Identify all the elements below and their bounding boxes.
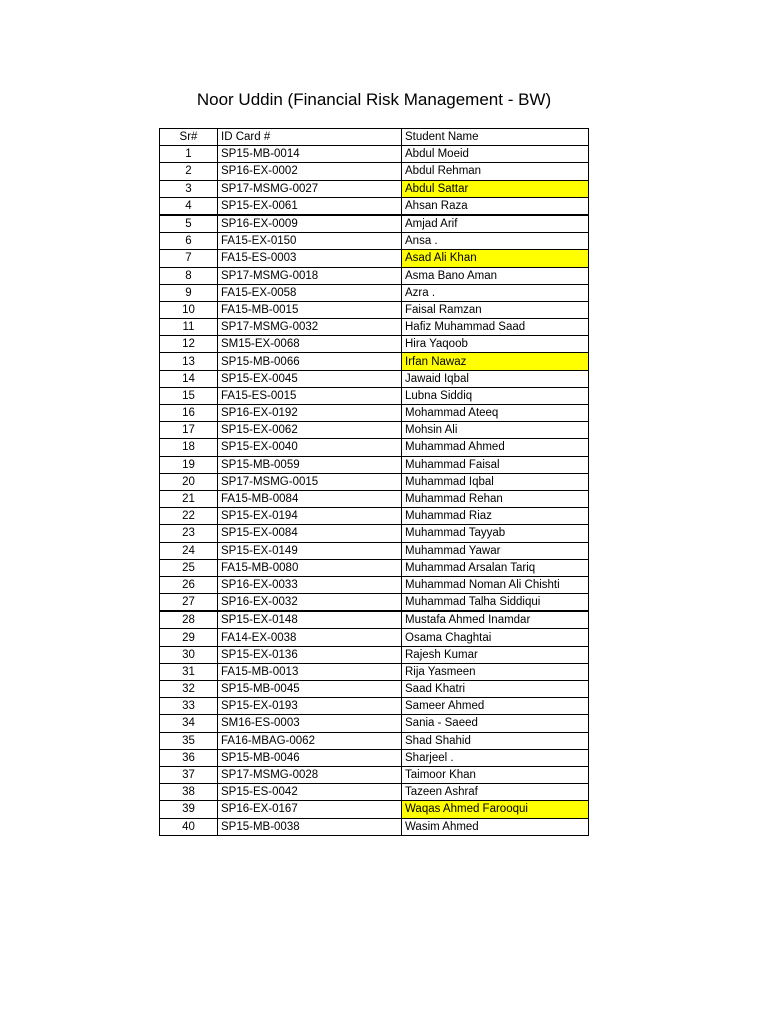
cell-student-name: Azra . [402,284,589,301]
cell-student-name: Muhammad Talha Siddiqui [402,594,589,612]
cell-sr: 20 [160,473,218,490]
cell-student-name: Asma Bano Aman [402,267,589,284]
cell-student-name: Muhammad Yawar [402,542,589,559]
table-row [160,370,589,387]
table-row [160,197,589,215]
cell-id-card: SP15-MB-0066 [218,353,402,370]
cell-id-card: SP15-EX-0040 [218,439,402,456]
student-table [159,128,589,836]
cell-sr: 26 [160,576,218,593]
cell-sr: 32 [160,681,218,698]
cell-student-name: Rija Yasmeen [402,663,589,680]
cell-sr: 33 [160,698,218,715]
table-row [160,611,589,629]
table-row [160,267,589,284]
cell-id-card: SP16-EX-0167 [218,801,402,818]
table-body [160,146,589,836]
cell-sr: 4 [160,197,218,215]
cell-sr: 15 [160,387,218,404]
cell-id-card: SP15-MB-0038 [218,818,402,835]
cell-sr: 8 [160,267,218,284]
cell-sr: 23 [160,525,218,542]
cell-sr: 24 [160,542,218,559]
cell-student-name: Ansa . [402,233,589,250]
cell-sr: 16 [160,405,218,422]
cell-student-name: Sharjeel . [402,749,589,766]
column-header-id-card: ID Card # [218,129,402,146]
table-row [160,163,589,180]
cell-student-name: Mohsin Ali [402,422,589,439]
cell-sr: 2 [160,163,218,180]
cell-student-name: Muhammad Iqbal [402,473,589,490]
cell-student-name: Muhammad Riaz [402,508,589,525]
cell-sr: 14 [160,370,218,387]
table-row [160,715,589,732]
table-row [160,439,589,456]
cell-student-name: Muhammad Ahmed [402,439,589,456]
cell-id-card: FA15-MB-0015 [218,301,402,318]
cell-sr: 38 [160,784,218,801]
cell-sr: 31 [160,663,218,680]
cell-sr: 29 [160,629,218,646]
cell-id-card: FA15-MB-0084 [218,490,402,507]
cell-sr: 17 [160,422,218,439]
cell-sr: 7 [160,250,218,267]
cell-sr: 35 [160,732,218,749]
cell-id-card: FA15-MB-0080 [218,559,402,576]
cell-sr: 30 [160,646,218,663]
table-row [160,284,589,301]
cell-student-name: Saad Khatri [402,681,589,698]
table-row [160,525,589,542]
cell-student-name: Tazeen Ashraf [402,784,589,801]
table-row [160,749,589,766]
table-row [160,353,589,370]
table-row [160,301,589,318]
cell-id-card: SP16-EX-0033 [218,576,402,593]
cell-sr: 28 [160,611,218,629]
cell-sr: 5 [160,215,218,233]
cell-sr: 27 [160,594,218,612]
table-header-row [160,129,589,146]
cell-student-name: Irfan Nawaz [402,353,589,370]
cell-id-card: SP15-EX-0062 [218,422,402,439]
table-row [160,250,589,267]
cell-sr: 39 [160,801,218,818]
cell-id-card: SM15-EX-0068 [218,336,402,353]
cell-student-name: Hafiz Muhammad Saad [402,319,589,336]
table-row [160,698,589,715]
table-row [160,473,589,490]
cell-student-name: Mohammad Ateeq [402,405,589,422]
cell-student-name: Sameer Ahmed [402,698,589,715]
cell-sr: 6 [160,233,218,250]
cell-student-name: Ahsan Raza [402,197,589,215]
cell-sr: 36 [160,749,218,766]
cell-id-card: SP16-EX-0032 [218,594,402,612]
table-row [160,319,589,336]
table-row [160,336,589,353]
column-header-sr: Sr# [160,129,218,146]
cell-sr: 19 [160,456,218,473]
table-row [160,215,589,233]
cell-student-name: Faisal Ramzan [402,301,589,318]
cell-id-card: FA15-MB-0013 [218,663,402,680]
cell-student-name: Sania - Saeed [402,715,589,732]
cell-id-card: SP17-MSMG-0015 [218,473,402,490]
table-row [160,180,589,197]
cell-student-name: Mustafa Ahmed Inamdar [402,611,589,629]
table-row [160,681,589,698]
cell-student-name: Waqas Ahmed Farooqui [402,801,589,818]
page-title: Noor Uddin (Financial Risk Management - BW) [196,90,552,109]
cell-student-name: Muhammad Faisal [402,456,589,473]
cell-student-name: Muhammad Noman Ali Chishti [402,576,589,593]
cell-student-name: Lubna Siddiq [402,387,589,404]
cell-id-card: SP15-MB-0014 [218,146,402,163]
table-row [160,732,589,749]
cell-sr: 34 [160,715,218,732]
cell-student-name: Abdul Rehman [402,163,589,180]
cell-student-name: Jawaid Iqbal [402,370,589,387]
cell-student-name: Wasim Ahmed [402,818,589,835]
cell-student-name: Amjad Arif [402,215,589,233]
cell-sr: 18 [160,439,218,456]
cell-student-name: Rajesh Kumar [402,646,589,663]
table-row [160,801,589,818]
cell-sr: 40 [160,818,218,835]
cell-id-card: SP15-EX-0149 [218,542,402,559]
table-row [160,508,589,525]
cell-student-name: Osama Chaghtai [402,629,589,646]
cell-id-card: SP15-EX-0084 [218,525,402,542]
cell-student-name: Abdul Sattar [402,180,589,197]
table-row [160,422,589,439]
table-row [160,559,589,576]
cell-id-card: SP16-EX-0009 [218,215,402,233]
cell-id-card: SP15-ES-0042 [218,784,402,801]
cell-id-card: SP15-EX-0061 [218,197,402,215]
cell-student-name: Hira Yaqoob [402,336,589,353]
cell-id-card: FA15-ES-0003 [218,250,402,267]
cell-student-name: Muhammad Rehan [402,490,589,507]
cell-sr: 10 [160,301,218,318]
table-row [160,542,589,559]
table-row [160,490,589,507]
cell-student-name: Muhammad Arsalan Tariq [402,559,589,576]
cell-id-card: FA14-EX-0038 [218,629,402,646]
cell-id-card: FA15-ES-0015 [218,387,402,404]
cell-id-card: SP17-MSMG-0028 [218,766,402,783]
cell-student-name: Asad Ali Khan [402,250,589,267]
table-row [160,629,589,646]
cell-sr: 37 [160,766,218,783]
table-row [160,663,589,680]
cell-student-name: Muhammad Tayyab [402,525,589,542]
cell-id-card: SP15-MB-0059 [218,456,402,473]
table-row [160,233,589,250]
cell-id-card: SP16-EX-0192 [218,405,402,422]
table-row [160,456,589,473]
table-row [160,594,589,612]
cell-sr: 9 [160,284,218,301]
table-row [160,387,589,404]
cell-id-card: SP15-EX-0148 [218,611,402,629]
table-row [160,146,589,163]
cell-id-card: FA15-EX-0058 [218,284,402,301]
cell-student-name: Shad Shahid [402,732,589,749]
cell-id-card: SP17-MSMG-0032 [218,319,402,336]
cell-id-card: SP15-EX-0136 [218,646,402,663]
table-row [160,784,589,801]
table-row [160,818,589,835]
cell-sr: 25 [160,559,218,576]
cell-id-card: SP16-EX-0002 [218,163,402,180]
cell-id-card: SP17-MSMG-0018 [218,267,402,284]
cell-id-card: SP15-EX-0194 [218,508,402,525]
cell-sr: 13 [160,353,218,370]
cell-id-card: FA16-MBAG-0062 [218,732,402,749]
cell-id-card: SP15-MB-0045 [218,681,402,698]
cell-sr: 22 [160,508,218,525]
cell-id-card: SP15-EX-0045 [218,370,402,387]
table-row [160,405,589,422]
cell-student-name: Abdul Moeid [402,146,589,163]
cell-id-card: FA15-EX-0150 [218,233,402,250]
cell-sr: 21 [160,490,218,507]
cell-id-card: SP17-MSMG-0027 [218,180,402,197]
cell-id-card: SP15-EX-0193 [218,698,402,715]
cell-sr: 1 [160,146,218,163]
cell-id-card: SP15-MB-0046 [218,749,402,766]
table-row [160,576,589,593]
cell-id-card: SM16-ES-0003 [218,715,402,732]
cell-sr: 11 [160,319,218,336]
column-header-student-name: Student Name [402,129,589,146]
table-row [160,766,589,783]
table-row [160,646,589,663]
cell-student-name: Taimoor Khan [402,766,589,783]
cell-sr: 12 [160,336,218,353]
cell-sr: 3 [160,180,218,197]
